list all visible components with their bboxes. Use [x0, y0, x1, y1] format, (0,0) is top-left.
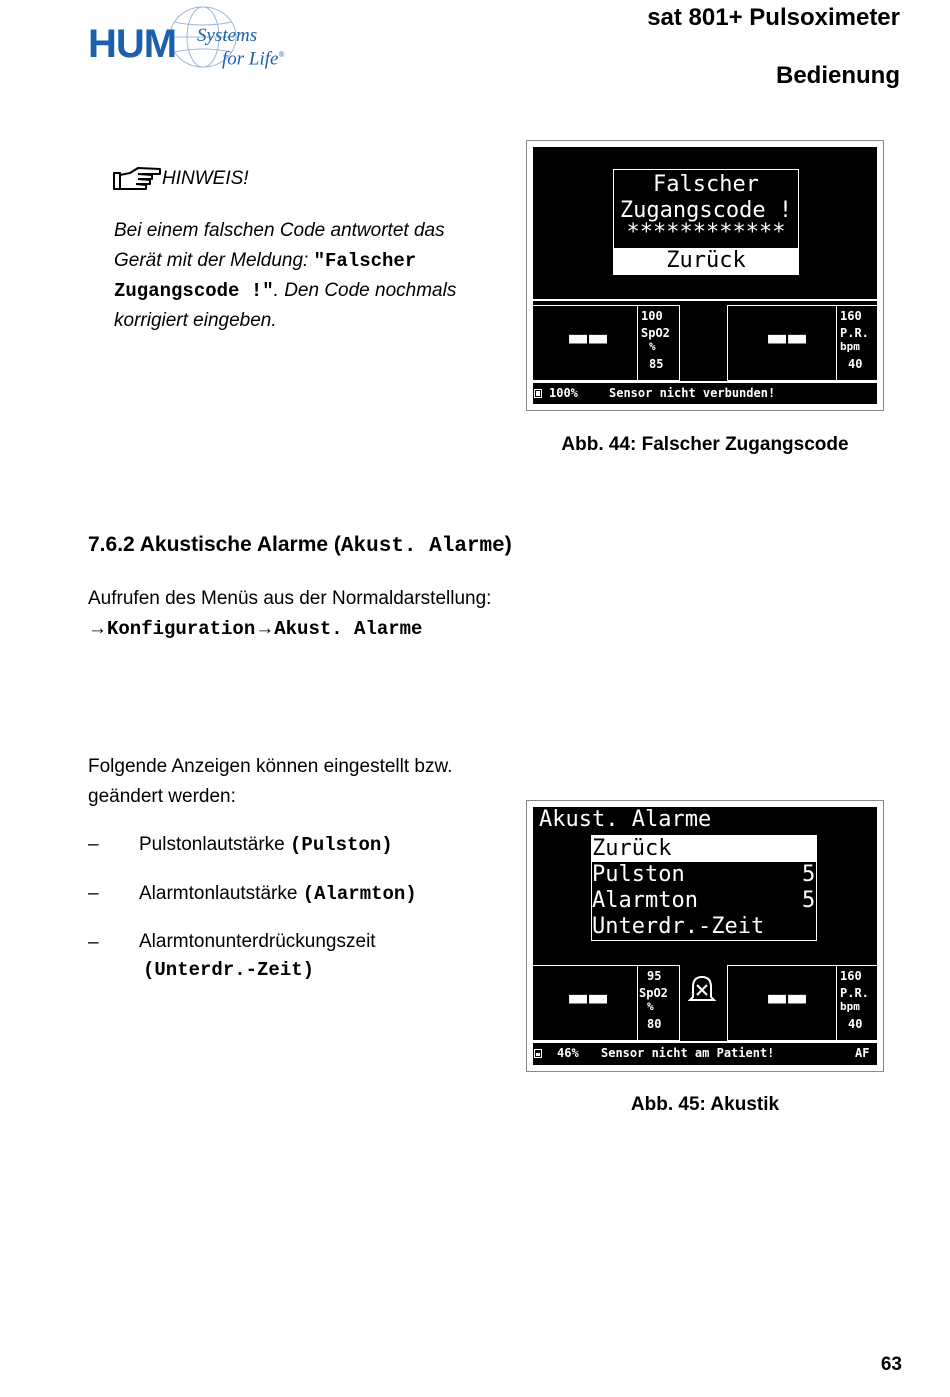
menu-item-alarmton[interactable]: Alarmton 5	[592, 888, 816, 913]
note-heading: HINWEIS!	[162, 168, 249, 189]
divider	[533, 299, 877, 301]
pr-label: P.R.	[840, 326, 869, 340]
document-title: sat 801+ Pulsoximeter	[647, 4, 900, 31]
menu-title: Akust. Alarme	[539, 807, 712, 832]
menu-item-back[interactable]: Zurück	[592, 836, 816, 862]
menu-item-unterdr-zeit[interactable]: Unterdr.-Zeit	[592, 914, 765, 939]
status-message: Sensor nicht verbunden!	[609, 386, 776, 400]
list-bullet: –	[88, 883, 99, 904]
pointing-hand-icon	[112, 165, 162, 198]
dialog-line-2: Zugangscode !	[619, 198, 793, 223]
pr-label: P.R.	[840, 986, 869, 1000]
error-message-code: Falscher Zugangscode !	[114, 250, 417, 302]
spo2-unit: %	[647, 1000, 654, 1013]
figure-45-display	[526, 800, 884, 1072]
pulse-rate-panel	[727, 965, 878, 1041]
spo2-value: ▬▬	[569, 980, 610, 1015]
list-bullet: –	[88, 932, 99, 953]
pulston-value: 5	[802, 862, 816, 887]
error-dialog	[613, 169, 799, 275]
battery-level: 100%	[549, 386, 578, 400]
section-heading: 7.6.2 Akustische Alarme (Akust. Alarme)	[88, 533, 512, 558]
note-text: Bei einem falschen Code antwortet das Gerät mit der Meldung: "Falscher Zugangscode !". Den Code nochmals korrigiert eingeben.	[114, 220, 457, 331]
pulse-rate-value: ▬▬	[768, 980, 809, 1015]
list-item: Alarmtonlautstärke (Alarmton)	[139, 883, 417, 905]
spo2-unit: %	[649, 340, 656, 353]
back-button[interactable]: Zurück	[614, 248, 798, 274]
pulse-rate-panel	[727, 305, 878, 381]
spo2-label: SpO2	[641, 326, 670, 340]
menu-path	[88, 614, 491, 644]
settings-intro: Folgende Anzeigen können eingestellt bzw. geändert werden:	[88, 756, 453, 807]
dialog-line-1: Falscher	[653, 172, 759, 197]
document-subtitle: Bedienung	[776, 62, 900, 89]
pr-low-limit: 40	[848, 1017, 863, 1031]
logo-wordmark: HUM	[88, 22, 177, 66]
figure-44-caption: Abb. 44: Falscher Zugangscode	[561, 434, 849, 455]
panel-separator	[637, 306, 638, 380]
spo2-value: ▬▬	[569, 320, 610, 355]
panel-separator	[637, 966, 638, 1040]
spo2-high-limit: 95	[647, 969, 662, 983]
af-indicator: AF	[855, 1046, 870, 1060]
figure-44-display	[526, 140, 884, 411]
menu-item-pulston[interactable]: Pulston 5	[592, 862, 816, 887]
pr-unit: bpm	[840, 1000, 860, 1013]
alarmton-value: 5	[802, 888, 816, 913]
dialog-line-3: ************	[626, 220, 786, 245]
arrow-icon: →	[255, 618, 275, 639]
list-bullet: –	[88, 834, 99, 855]
spo2-panel	[533, 965, 680, 1041]
device-screen	[533, 147, 877, 404]
pr-high-limit: 160	[840, 309, 862, 323]
pr-low-limit: 40	[848, 357, 863, 371]
spo2-low-limit: 80	[647, 1017, 662, 1031]
figure-45-caption: Abb. 45: Akustik	[630, 1094, 780, 1115]
page-number: 63	[880, 1354, 902, 1375]
panel-separator	[836, 306, 837, 380]
battery-icon	[534, 1049, 542, 1058]
device-screen	[533, 807, 877, 1065]
battery-level: 46%	[557, 1046, 579, 1060]
arrow-icon: →	[88, 618, 107, 639]
panel-separator	[836, 966, 837, 1040]
list-item: Pulstonlautstärke (Pulston)	[139, 834, 393, 856]
pr-high-limit: 160	[840, 969, 862, 983]
logo-tagline-1: Systems	[197, 25, 258, 46]
pr-unit: bpm	[840, 340, 860, 353]
pulse-rate-value: ▬▬	[768, 320, 809, 355]
battery-icon	[534, 389, 542, 398]
menu-path-item: Akust. Alarme	[274, 618, 423, 640]
logo-tagline-2: for Life®	[222, 48, 285, 70]
spo2-label: SpO2	[639, 986, 668, 1000]
divider	[533, 1041, 877, 1043]
spo2-high-limit: 100	[641, 309, 663, 323]
menu-path-item: Konfiguration	[107, 618, 256, 640]
company-logo	[88, 2, 308, 72]
menu-path-intro: Aufrufen des Menüs aus der Normaldarstellung:	[88, 588, 492, 609]
settings-menu	[591, 835, 817, 941]
muted-bell-icon	[687, 973, 717, 1010]
spo2-low-limit: 85	[649, 357, 664, 371]
status-message: Sensor nicht am Patient!	[601, 1046, 775, 1060]
divider	[533, 381, 877, 383]
list-item: Alarmtonunterdrückungszeit (Unterdr.-Zeit)	[139, 931, 376, 981]
spo2-panel	[533, 305, 680, 381]
menu-path-paragraph	[88, 584, 491, 644]
